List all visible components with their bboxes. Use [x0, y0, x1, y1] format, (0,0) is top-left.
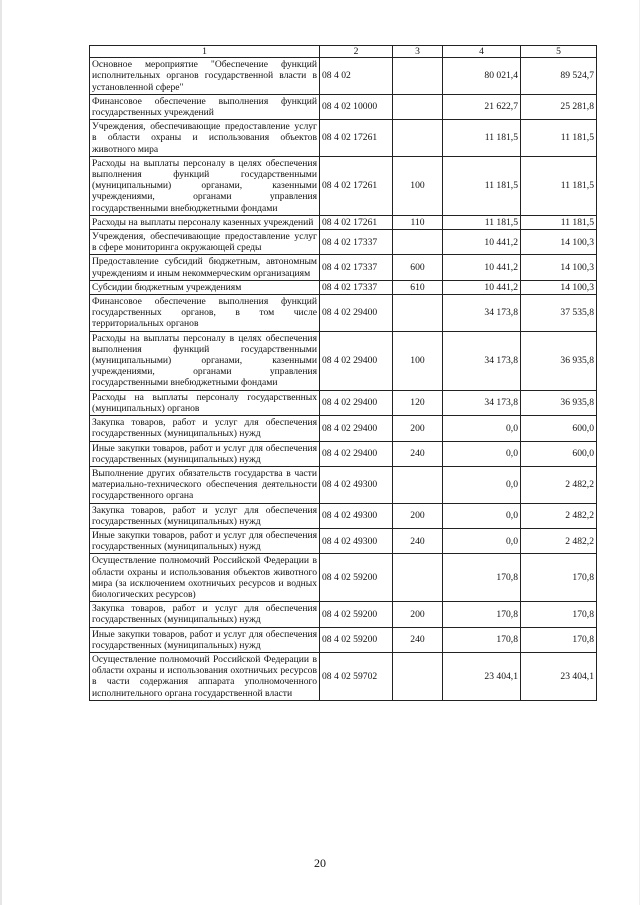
- row-description: Финансовое обеспечение выполнения функций государственных органов, в том числе территориальных органов: [90, 295, 320, 332]
- row-description: Субсидии бюджетным учреждениям: [90, 280, 320, 294]
- row-budget-code: 08 4 02 17337: [320, 280, 393, 294]
- row-budget-code: 08 4 02 17261: [320, 120, 393, 157]
- row-expense-type: 200: [393, 416, 443, 441]
- table-row: [90, 554, 597, 602]
- row-expense-type: 600: [393, 255, 443, 280]
- row-amount-year-1: 10 441,2: [443, 230, 521, 255]
- row-amount-year-1: 80 021,4: [443, 58, 521, 95]
- row-budget-code: 08 4 02 17261: [320, 156, 393, 215]
- row-description: Предоставление субсидий бюджетным, автономным учреждениям и иным некоммерческим организациям: [90, 255, 320, 280]
- row-description: Финансовое обеспечение выполнения функций государственных учреждений: [90, 94, 320, 119]
- row-amount-year-1: 0,0: [443, 416, 521, 441]
- column-header: 5: [521, 46, 597, 58]
- page-number: 20: [314, 856, 326, 870]
- column-header: 4: [443, 46, 521, 58]
- row-description: Учреждения, обеспечивающие предоставление услуг в области охраны и использования объектов животного мира: [90, 120, 320, 157]
- row-budget-code: 08 4 02 59702: [320, 652, 393, 700]
- row-description: Иные закупки товаров, работ и услуг для обеспечения государственных (муниципальных) нужд: [90, 441, 320, 466]
- row-description: Иные закупки товаров, работ и услуг для обеспечения государственных (муниципальных) нужд: [90, 528, 320, 553]
- row-amount-year-2: 89 524,7: [521, 58, 597, 95]
- table-row: [90, 280, 597, 294]
- row-expense-type: 110: [393, 215, 443, 229]
- row-expense-type: [393, 554, 443, 602]
- table-row: [90, 503, 597, 528]
- row-expense-type: 610: [393, 280, 443, 294]
- row-budget-code: 08 4 02 49300: [320, 528, 393, 553]
- row-amount-year-2: 14 100,3: [521, 280, 597, 294]
- row-amount-year-1: 11 181,5: [443, 156, 521, 215]
- row-amount-year-2: 23 404,1: [521, 652, 597, 700]
- row-amount-year-1: 11 181,5: [443, 120, 521, 157]
- row-budget-code: 08 4 02 59200: [320, 554, 393, 602]
- row-expense-type: [393, 295, 443, 332]
- header-row: [90, 46, 597, 58]
- row-expense-type: 200: [393, 503, 443, 528]
- table-row: [90, 627, 597, 652]
- table-row: [90, 94, 597, 119]
- row-amount-year-1: 10 441,2: [443, 280, 521, 294]
- row-description: Расходы на выплаты персоналу в целях обеспечения выполнения функций государственными (муниципальными) органами, казенными учреждениями, органами управления государственными внебюджетными фондами: [90, 156, 320, 215]
- row-description: Осуществление полномочий Российской Федерации в области охраны и использования охотничьих ресурсов в части содержания аппарата уполномоченного исполнительного органа государственной власти: [90, 652, 320, 700]
- row-amount-year-2: 2 482,2: [521, 503, 597, 528]
- table-row: [90, 441, 597, 466]
- row-amount-year-1: 11 181,5: [443, 215, 521, 229]
- row-amount-year-2: 11 181,5: [521, 215, 597, 229]
- row-amount-year-2: 36 935,8: [521, 390, 597, 415]
- row-budget-code: 08 4 02 29400: [320, 295, 393, 332]
- row-amount-year-1: 170,8: [443, 554, 521, 602]
- row-description: Закупка товаров, работ и услуг для обеспечения государственных (муниципальных) нужд: [90, 602, 320, 627]
- column-header: 2: [320, 46, 393, 58]
- row-description: Расходы на выплаты персоналу государственных (муниципальных) органов: [90, 390, 320, 415]
- row-expense-type: 240: [393, 441, 443, 466]
- row-expense-type: [393, 466, 443, 503]
- row-amount-year-2: 14 100,3: [521, 255, 597, 280]
- table-row: [90, 58, 597, 95]
- row-budget-code: 08 4 02 17261: [320, 215, 393, 229]
- row-amount-year-2: 600,0: [521, 416, 597, 441]
- row-amount-year-1: 23 404,1: [443, 652, 521, 700]
- row-description: Закупка товаров, работ и услуг для обеспечения государственных (муниципальных) нужд: [90, 416, 320, 441]
- row-description: Осуществление полномочий Российской Федерации в области охраны и использования объектов животного мира (за исключением охотничьих ресурсов и водных биологических ресурсов): [90, 554, 320, 602]
- row-expense-type: 240: [393, 627, 443, 652]
- row-amount-year-1: 21 622,7: [443, 94, 521, 119]
- row-amount-year-2: 170,8: [521, 627, 597, 652]
- row-description: Выполнение других обязательств государства в части материально-технического обеспечения деятельности государственного органа: [90, 466, 320, 503]
- row-description: Расходы на выплаты персоналу казенных учреждений: [90, 215, 320, 229]
- row-expense-type: 120: [393, 390, 443, 415]
- table-row: [90, 416, 597, 441]
- row-amount-year-2: 14 100,3: [521, 230, 597, 255]
- row-amount-year-2: 2 482,2: [521, 528, 597, 553]
- row-description: Расходы на выплаты персоналу в целях обеспечения выполнения функций государственными (муниципальными) органами, казенными учреждениями, органами управления государственными внебюджетными фондами: [90, 331, 320, 390]
- row-budget-code: 08 4 02 59200: [320, 602, 393, 627]
- row-budget-code: 08 4 02 29400: [320, 331, 393, 390]
- row-expense-type: [393, 230, 443, 255]
- row-budget-code: 08 4 02 10000: [320, 94, 393, 119]
- table-row: [90, 156, 597, 215]
- table-row: [90, 528, 597, 553]
- row-amount-year-1: 0,0: [443, 528, 521, 553]
- table-row: [90, 331, 597, 390]
- row-budget-code: 08 4 02 49300: [320, 503, 393, 528]
- row-amount-year-2: 600,0: [521, 441, 597, 466]
- row-amount-year-2: 2 482,2: [521, 466, 597, 503]
- row-expense-type: 200: [393, 602, 443, 627]
- row-expense-type: [393, 94, 443, 119]
- column-header: 1: [90, 46, 320, 58]
- row-amount-year-1: 170,8: [443, 602, 521, 627]
- row-expense-type: [393, 652, 443, 700]
- row-amount-year-2: 25 281,8: [521, 94, 597, 119]
- row-expense-type: 100: [393, 156, 443, 215]
- row-amount-year-2: 36 935,8: [521, 331, 597, 390]
- row-amount-year-2: 11 181,5: [521, 156, 597, 215]
- row-expense-type: [393, 58, 443, 95]
- row-expense-type: [393, 120, 443, 157]
- row-budget-code: 08 4 02 29400: [320, 416, 393, 441]
- row-description: Основное мероприятие "Обеспечение функций исполнительных органов государственной власти в установленной сфере": [90, 58, 320, 95]
- table-row: [90, 255, 597, 280]
- row-amount-year-1: 34 173,8: [443, 390, 521, 415]
- row-budget-code: 08 4 02 29400: [320, 441, 393, 466]
- row-expense-type: 240: [393, 528, 443, 553]
- table-row: [90, 390, 597, 415]
- table-row: [90, 230, 597, 255]
- row-amount-year-1: 34 173,8: [443, 295, 521, 332]
- table-body: [90, 58, 597, 701]
- row-budget-code: 08 4 02 49300: [320, 466, 393, 503]
- table-row: [90, 295, 597, 332]
- scan-edge-left: [0, 0, 2, 905]
- table-header: [90, 46, 597, 58]
- row-description: Закупка товаров, работ и услуг для обеспечения государственных (муниципальных) нужд: [90, 503, 320, 528]
- row-budget-code: 08 4 02 29400: [320, 390, 393, 415]
- row-budget-code: 08 4 02 59200: [320, 627, 393, 652]
- row-amount-year-1: 0,0: [443, 441, 521, 466]
- table-row: [90, 652, 597, 700]
- table-row: [90, 215, 597, 229]
- row-amount-year-2: 170,8: [521, 554, 597, 602]
- column-header: 3: [393, 46, 443, 58]
- row-description: Иные закупки товаров, работ и услуг для обеспечения государственных (муниципальных) нужд: [90, 627, 320, 652]
- row-expense-type: 100: [393, 331, 443, 390]
- row-amount-year-1: 34 173,8: [443, 331, 521, 390]
- row-amount-year-2: 37 535,8: [521, 295, 597, 332]
- row-budget-code: 08 4 02: [320, 58, 393, 95]
- row-amount-year-2: 170,8: [521, 602, 597, 627]
- row-budget-code: 08 4 02 17337: [320, 230, 393, 255]
- row-amount-year-1: 170,8: [443, 627, 521, 652]
- row-amount-year-1: 0,0: [443, 466, 521, 503]
- row-budget-code: 08 4 02 17337: [320, 255, 393, 280]
- row-amount-year-1: 0,0: [443, 503, 521, 528]
- row-description: Учреждения, обеспечивающие предоставление услуг в сфере мониторинга окружающей среды: [90, 230, 320, 255]
- table-row: [90, 602, 597, 627]
- row-amount-year-2: 11 181,5: [521, 120, 597, 157]
- table-row: [90, 466, 597, 503]
- budget-table: [89, 45, 597, 701]
- row-amount-year-1: 10 441,2: [443, 255, 521, 280]
- table-row: [90, 120, 597, 157]
